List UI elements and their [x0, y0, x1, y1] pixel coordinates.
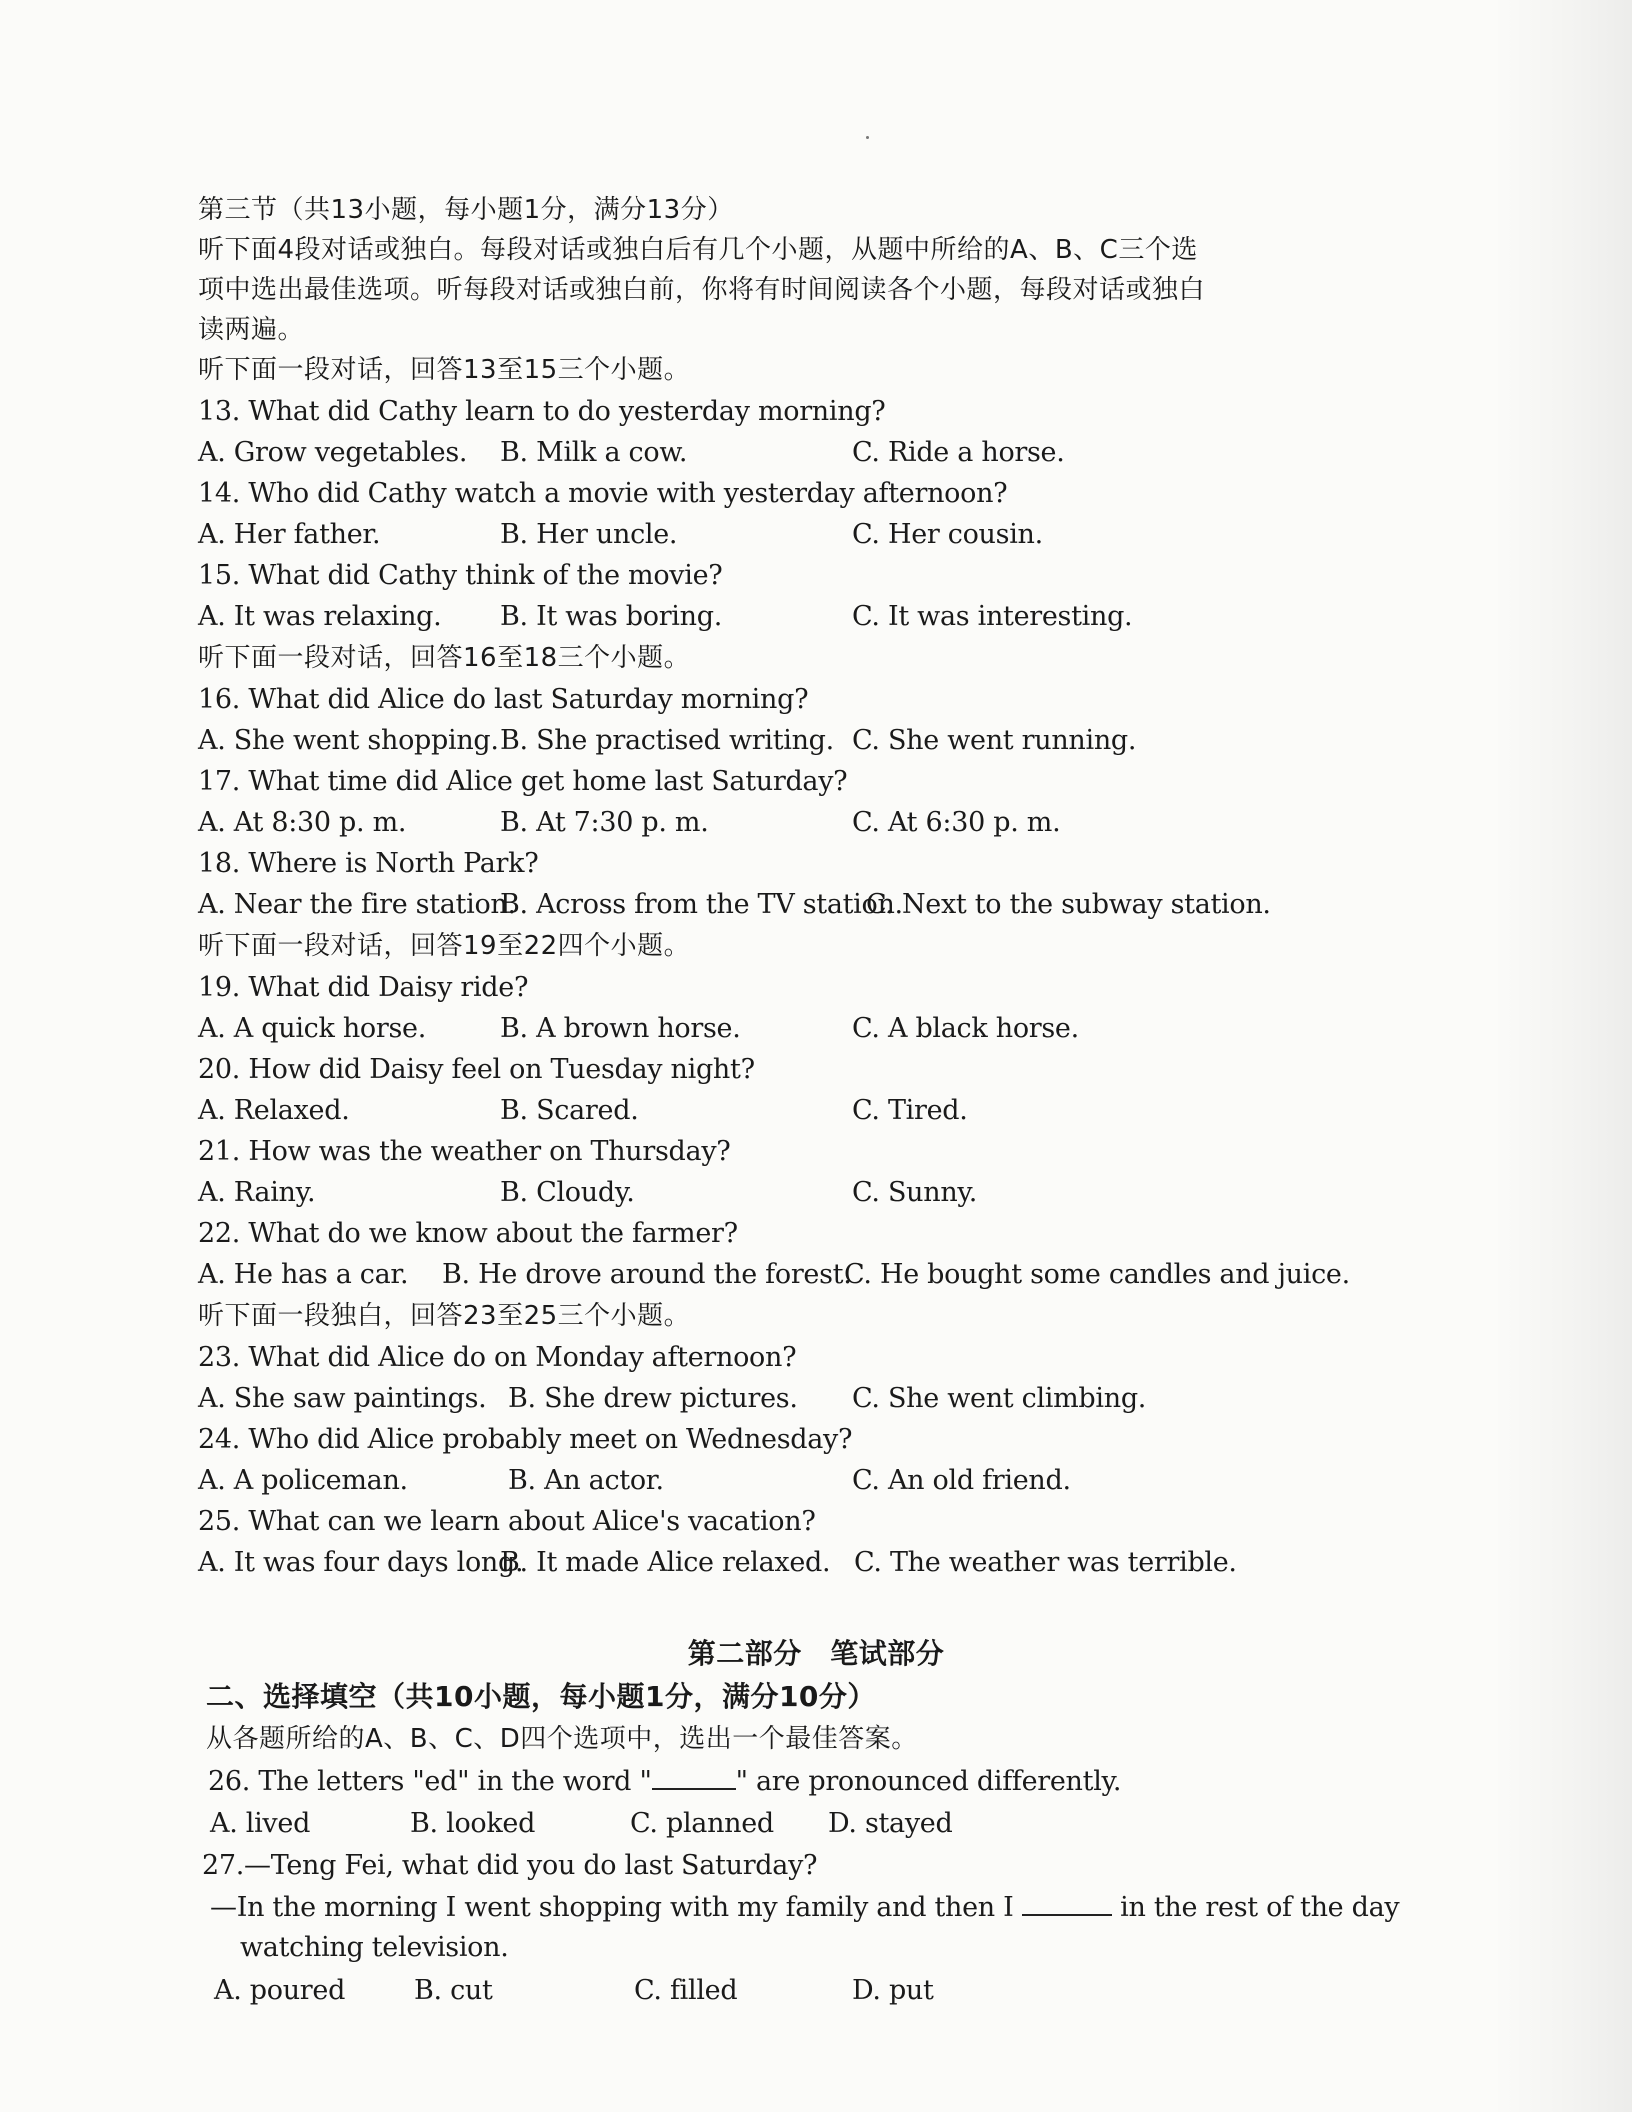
part-two-heading: 二、选择填空（共10小题，每小题1分，满分10分） — [206, 1680, 876, 1713]
option-c: C. Next to the subway station. — [866, 889, 1271, 920]
option-c: C. She went climbing. — [852, 1383, 1147, 1414]
option-a: A. poured — [214, 1975, 346, 2006]
section-instructions-1: 听下面4段对话或独白。每段对话或独白后有几个小题，从题中所给的A、B、C三个选 — [198, 235, 1198, 265]
question-17: 17. What time did Alice get home last Saturday? — [198, 766, 848, 797]
option-b: B. A brown horse. — [500, 1013, 741, 1044]
option-a: A. Near the fire station. — [198, 889, 516, 920]
section-title: 第三节（共13小题，每小题1分，满分13分） — [198, 195, 734, 225]
question-20: 20. How did Daisy feel on Tuesday night? — [198, 1054, 755, 1085]
option-b: B. looked — [410, 1808, 536, 1839]
option-c: C. An old friend. — [852, 1465, 1071, 1496]
option-c: C. Tired. — [852, 1095, 968, 1126]
part-two-title: 第二部分 笔试部分 — [687, 1637, 945, 1670]
option-c: C. A black horse. — [852, 1013, 1079, 1044]
option-b: B. cut — [414, 1975, 493, 2006]
option-c: C. It was interesting. — [852, 601, 1133, 632]
group-heading-4: 听下面一段独白，回答23至25三个小题。 — [198, 1301, 691, 1331]
option-a: A. It was relaxing. — [198, 601, 442, 632]
option-a: A. Her father. — [198, 519, 381, 550]
option-c: C. Her cousin. — [852, 519, 1043, 550]
option-c: C. planned — [630, 1808, 774, 1839]
option-a: A. Grow vegetables. — [198, 437, 468, 468]
group-heading-1: 听下面一段对话，回答13至15三个小题。 — [198, 355, 691, 385]
option-a: A. A quick horse. — [198, 1013, 426, 1044]
option-a: A. She saw paintings. — [198, 1383, 487, 1414]
question-27-line-2 — [210, 1888, 1399, 1928]
option-b: B. It made Alice relaxed. — [500, 1547, 831, 1578]
option-b: B. An actor. — [508, 1465, 664, 1496]
question-19: 19. What did Daisy ride? — [198, 972, 529, 1003]
question-18: 18. Where is North Park? — [198, 848, 539, 879]
option-a: A. Relaxed. — [198, 1095, 350, 1126]
option-c: C. filled — [634, 1975, 738, 2006]
option-a: A. Rainy. — [198, 1177, 316, 1208]
option-a: A. He has a car. — [198, 1259, 409, 1290]
answer-blank — [1022, 1892, 1112, 1916]
question-25: 25. What can we learn about Alice's vacation? — [198, 1506, 816, 1537]
question-27-text-start: —In the morning I went shopping with my family and then I — [210, 1892, 1014, 1923]
section-instructions-3: 读两遍。 — [198, 315, 305, 345]
option-a: A. At 8:30 p. m. — [198, 807, 407, 838]
option-a: A. It was four days long. — [198, 1547, 524, 1578]
option-b: B. He drove around the forest. — [442, 1259, 852, 1290]
question-21: 21. How was the weather on Thursday? — [198, 1136, 731, 1167]
option-b: B. She drew pictures. — [508, 1383, 798, 1414]
option-d: D. put — [852, 1975, 934, 2006]
group-heading-2: 听下面一段对话，回答16至18三个小题。 — [198, 643, 691, 673]
question-24: 24. Who did Alice probably meet on Wednesday? — [198, 1424, 853, 1455]
option-a: A. lived — [210, 1808, 311, 1839]
option-b: B. Milk a cow. — [500, 437, 688, 468]
option-a: A. A policeman. — [198, 1465, 408, 1496]
question-23: 23. What did Alice do on Monday afternoon? — [198, 1342, 797, 1373]
question-22: 22. What do we know about the farmer? — [198, 1218, 738, 1249]
option-d: D. stayed — [828, 1808, 953, 1839]
question-27: 27.—Teng Fei, what did you do last Saturday? — [202, 1850, 818, 1881]
question-15: 15. What did Cathy think of the movie? — [198, 560, 723, 591]
option-b: B. Cloudy. — [500, 1177, 635, 1208]
option-b: B. She practised writing. — [500, 725, 834, 756]
question-27-text-end: in the rest of the day — [1120, 1892, 1400, 1923]
option-b: B. It was boring. — [500, 601, 722, 632]
answer-blank — [652, 1766, 736, 1790]
question-26 — [208, 1762, 1121, 1802]
scan-speck — [866, 136, 869, 139]
question-27-line-3: watching television. — [240, 1932, 509, 1963]
option-b: B. Scared. — [500, 1095, 639, 1126]
option-c: C. Ride a horse. — [852, 437, 1065, 468]
part-two-instructions: 从各题所给的A、B、C、D四个选项中，选出一个最佳答案。 — [206, 1724, 918, 1754]
question-26-text-end: " are pronounced differently. — [735, 1766, 1122, 1797]
option-c: C. Sunny. — [852, 1177, 978, 1208]
option-c: C. At 6:30 p. m. — [852, 807, 1061, 838]
option-c: C. She went running. — [852, 725, 1137, 756]
option-a: A. She went shopping. — [198, 725, 499, 756]
section-instructions-2: 项中选出最佳选项。听每段对话或独白前，你将有时间阅读各个小题，每段对话或独白 — [198, 275, 1206, 305]
question-16: 16. What did Alice do last Saturday morning? — [198, 684, 809, 715]
question-14: 14. Who did Cathy watch a movie with yesterday afternoon? — [198, 478, 1008, 509]
question-13: 13. What did Cathy learn to do yesterday morning? — [198, 396, 886, 427]
group-heading-3: 听下面一段对话，回答19至22四个小题。 — [198, 931, 691, 961]
option-c: C. He bought some candles and juice. — [844, 1259, 1350, 1290]
option-b: B. Her uncle. — [500, 519, 678, 550]
option-b: B. Across from the TV station. — [500, 889, 903, 920]
option-b: B. At 7:30 p. m. — [500, 807, 709, 838]
scan-edge-shadow — [1492, 0, 1632, 2112]
option-c: C. The weather was terrible. — [854, 1547, 1237, 1578]
question-26-text-start: 26. The letters "ed" in the word " — [208, 1766, 652, 1797]
